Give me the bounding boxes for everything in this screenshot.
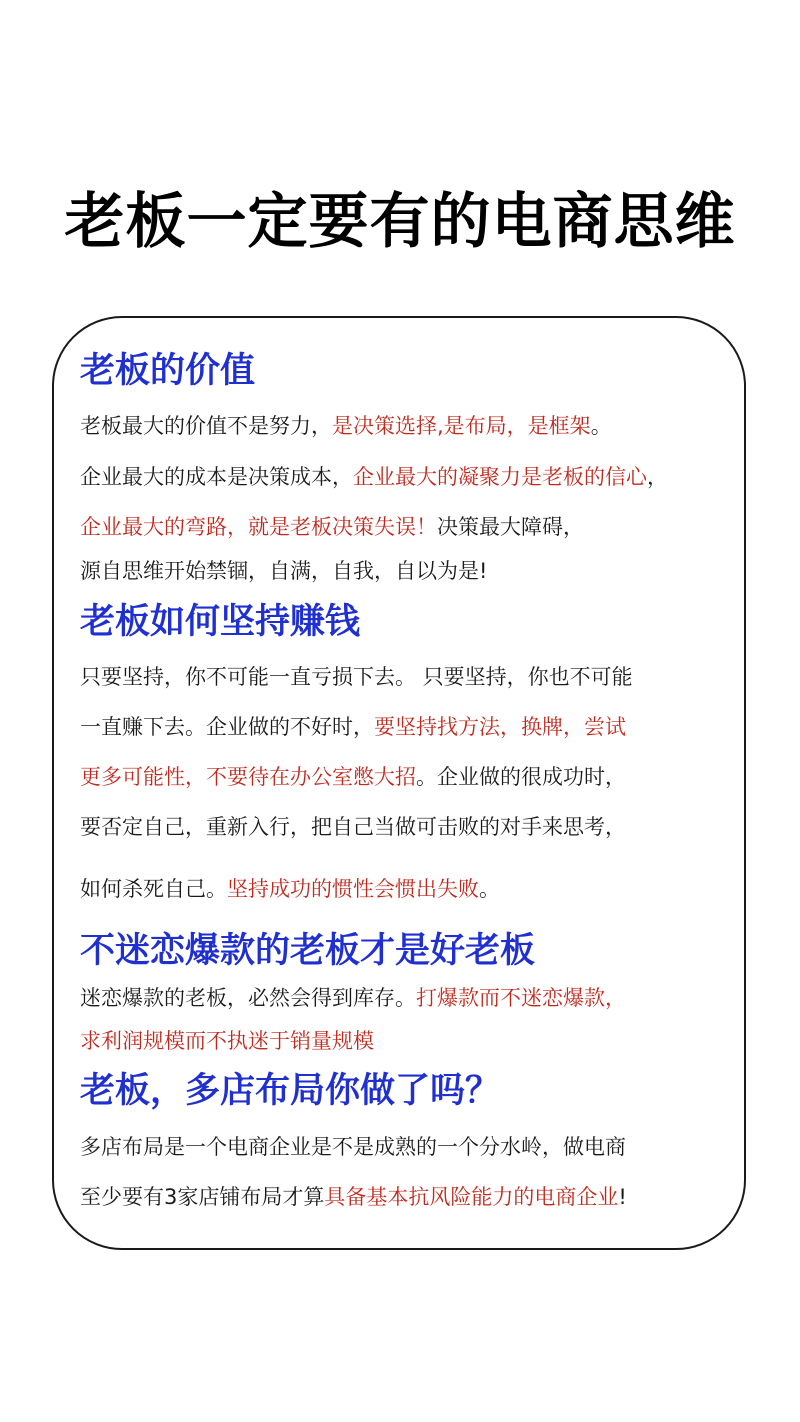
- body-text: 如何杀死自己。: [80, 877, 227, 901]
- body-text: 迷恋爆款的老板，必然会得到库存。: [80, 986, 416, 1010]
- body-line: [80, 662, 633, 692]
- section-heading: 不迷恋爆款的老板才是好老板: [80, 931, 536, 971]
- body-line: [80, 1182, 627, 1212]
- page-title: 老板一定要有的电商思维: [64, 187, 736, 257]
- highlight-text: 更多可能性，不要待在办公室憋大招: [80, 765, 416, 789]
- body-line: [80, 712, 626, 742]
- body-line: [80, 762, 626, 792]
- body-text: ，: [647, 465, 668, 489]
- body-line: [80, 874, 500, 904]
- body-text: 。: [590, 414, 612, 438]
- highlight-text: 求利润规模而不执迷于销量规模: [80, 1029, 374, 1053]
- body-line: [80, 983, 626, 1013]
- section-heading: 老板，多店布局你做了吗？: [80, 1071, 501, 1111]
- body-text: 老板最大的价值不是努力，: [80, 414, 332, 438]
- body-text: !: [618, 1185, 627, 1209]
- highlight-text: 企业最大的弯路，就是老板决策失误！: [80, 515, 437, 539]
- body-text: 一直赚下去。企业做的不好时，: [80, 715, 374, 739]
- highlight-text: 具备基本抗风险能力的电商企业: [324, 1185, 619, 1209]
- body-text: 企业最大的成本是决策成本，: [80, 465, 353, 489]
- section-heading: 老板如何坚持赚钱: [80, 602, 361, 642]
- body-line: [80, 1026, 374, 1056]
- body-text: 决策最大障碍，: [437, 515, 584, 539]
- highlight-text: 坚持成功的惯性会惯出失败: [227, 877, 479, 901]
- body-line: [80, 462, 668, 492]
- body-line: [80, 556, 487, 586]
- body-text: 至少要有3家店铺布局才算: [80, 1185, 325, 1209]
- body-text: 。: [479, 877, 500, 901]
- highlight-text: 要坚持找方法，换牌，尝试: [374, 715, 626, 739]
- body-text: 。企业做的很成功时，: [416, 765, 626, 789]
- body-text: 只要坚持，你不可能一直亏损下去。 只要坚持，你也不可能: [80, 665, 633, 689]
- highlight-text: 打爆款而不迷恋爆款，: [416, 986, 626, 1010]
- body-text: 多店布局是一个电商企业是不是成熟的一个分水岭，做电商: [80, 1135, 626, 1159]
- highlight-text: 是决策选择,是布局，是框架: [332, 414, 591, 438]
- body-line: [80, 1132, 626, 1162]
- body-text: 源自思维开始禁锢，自满，自我，自以为是!: [80, 559, 488, 583]
- body-line: [80, 512, 584, 542]
- body-text: 要否定自己，重新入行，把自己当做可击败的对手来思考，: [80, 815, 626, 839]
- section-heading: 老板的价值: [80, 351, 256, 391]
- highlight-text: 企业最大的凝聚力是老板的信心: [353, 465, 647, 489]
- body-line: [80, 812, 626, 842]
- body-line: [80, 411, 612, 441]
